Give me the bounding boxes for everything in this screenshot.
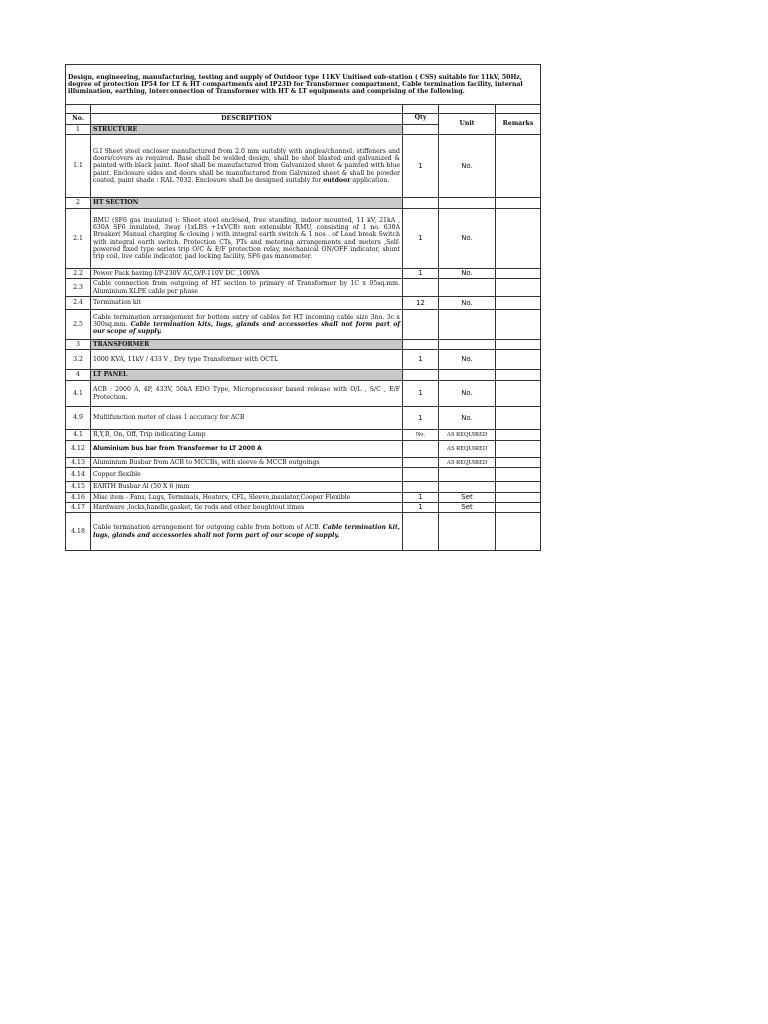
row-unit: No. <box>439 350 496 370</box>
row-description: ACB : 2000 A, 4P, 433V, 50kA EDO Type, Microprocessor based release with O/L , S/C , E/F Protection. <box>91 381 403 407</box>
col-no-header: No. <box>66 114 91 125</box>
row-remarks <box>496 441 541 458</box>
section-ht <box>66 198 541 209</box>
row-remarks <box>496 269 541 279</box>
row-qty: 1 <box>403 135 439 198</box>
row-no: 4.1 <box>66 381 91 407</box>
table-row <box>66 269 541 279</box>
col-qty-header: Qty <box>403 114 439 125</box>
section-transformer <box>66 340 541 350</box>
row-qty: No. <box>403 430 439 441</box>
row-no: 4.12 <box>66 441 91 458</box>
section-no: 3 <box>66 340 91 350</box>
row-remarks <box>496 430 541 441</box>
row-description: RMU (SF6 gas insulated ): Sheet steel enclosed, free standing, indoor mounted, 11 kV, 21kA , 630A SF6 insulated, 3way (1xLBS +1xVCB) non extensible RMU, consisting of 1 no. 630A Breaker( Manual charging & closing ) with integral earth switch & 1 nos . of Load break Switch with integral earth switch. Protection CTs, PTs and metering arrangements and meters ,Self-powered fixed type series trip O/C & E/F protection relay, mechanical ON/OFF indicator, shunt trip coil, live cable indicator, pad locking facility, SF6 gas manometer. <box>91 209 403 269</box>
section-title: LT PANEL <box>91 370 403 381</box>
row-description: Aluminium Busbar from ACB to MCCBs, with sleeve & MCCB outgoings <box>91 458 403 468</box>
scope-title: Design, engineering, manufacturing, testing and supply of Outdoor type 11KV Unitised sub-station ( CSS) suitable for 11kV, 50Hz, degree of protection IP54 for LT & HT compartments and IP23D for Transformer compartment, Cable termination facility, internal illumination, earthing, interconnection of Transformer with HT & LT equipments and comprising of the following. <box>66 65 541 105</box>
row-description: Cable termination arrangement for outgoing cable from bottom of ACB. Cable termination kit, lugs, glands and accessories shall not form part of our scope of supply. <box>91 513 403 551</box>
row-qty: 12 <box>403 297 439 310</box>
row-description: Aluminium bus bar from Transformer to LT 2000 A <box>91 441 403 458</box>
section-title: STRUCTURE <box>91 125 403 135</box>
table-row <box>66 458 541 468</box>
row-qty: 1 <box>403 350 439 370</box>
row-remarks <box>496 297 541 310</box>
row-unit: No. <box>439 269 496 279</box>
table-row <box>66 513 541 551</box>
table-row <box>66 135 541 198</box>
table-row <box>66 297 541 310</box>
row-unit: AS REQUIRED <box>439 458 496 468</box>
col-description-header: DESCRIPTION <box>91 114 403 125</box>
row-remarks <box>496 493 541 503</box>
table-row <box>66 381 541 407</box>
table-row <box>66 407 541 430</box>
row-unit: AS REQUIRED <box>439 430 496 441</box>
row-unit: No. <box>439 381 496 407</box>
row-remarks <box>496 503 541 513</box>
row-no: 4.9 <box>66 407 91 430</box>
row-unit: No. <box>439 407 496 430</box>
row-description: Power Pack having I/P-230V AC,O/P-110V DC ,100VA <box>91 269 403 279</box>
section-title: HT SECTION <box>91 198 403 209</box>
table-row <box>66 279 541 297</box>
row-description: Copper flexible <box>91 468 403 482</box>
row-unit: No. <box>439 135 496 198</box>
section-no: 4 <box>66 370 91 381</box>
row-no: 4.15 <box>66 482 91 493</box>
row-description: Cable termination arrangement for bottom entry of cables for HT incoming cable size 3no. 3c x 300sq.mm. Cable termination kits, lugs, glands and accessories shall not form part of our scope of supply. <box>91 310 403 340</box>
row-no: 2.5 <box>66 310 91 340</box>
row-unit: No. <box>439 297 496 310</box>
row-no: 2.1 <box>66 209 91 269</box>
row-description: Multifunction meter of class 1 accuracy for ACB <box>91 407 403 430</box>
table-row <box>66 209 541 269</box>
row-no: 2.3 <box>66 279 91 297</box>
row-no: 2.2 <box>66 269 91 279</box>
row-no: 3.2 <box>66 350 91 370</box>
table-row <box>66 503 541 513</box>
row-qty: 1 <box>403 269 439 279</box>
row-no: 1.1 <box>66 135 91 198</box>
header-row <box>66 114 541 125</box>
row-qty: 1 <box>403 493 439 503</box>
table-row <box>66 310 541 340</box>
row-description: Hardware ,locks,handle,gasket, tie rods and other boughtout itmes <box>91 503 403 513</box>
row-qty: 1 <box>403 209 439 269</box>
row-qty: 1 <box>403 407 439 430</box>
section-lt-panel <box>66 370 541 381</box>
row-qty: 1 <box>403 381 439 407</box>
row-remarks <box>496 407 541 430</box>
row-remarks <box>496 209 541 269</box>
table-row <box>66 430 541 441</box>
row-remarks <box>496 135 541 198</box>
row-remarks <box>496 350 541 370</box>
row-description: Misc item - Fans, Lugs, Terminals, Heaters, CFL, Sleeve,insulator,Cooper Flexible <box>91 493 403 503</box>
row-no: 4.1 <box>66 430 91 441</box>
col-remarks-header: Remarks <box>496 114 541 135</box>
table-row <box>66 441 541 458</box>
row-description: Termination kit <box>91 297 403 310</box>
table-row <box>66 350 541 370</box>
row-unit: Set <box>439 493 496 503</box>
row-no: 2.4 <box>66 297 91 310</box>
section-no: 2 <box>66 198 91 209</box>
col-unit-header: Unit <box>439 114 496 135</box>
row-no: 4.13 <box>66 458 91 468</box>
table-row <box>66 482 541 493</box>
row-description: 1000 KVA, 11kV / 433 V , Dry type Transformer with OCTL <box>91 350 403 370</box>
table-row <box>66 468 541 482</box>
row-remarks <box>496 458 541 468</box>
row-description: R,Y,B, On, Off, Trip indicating Lamp <box>91 430 403 441</box>
row-description: EARTH Busbar Al (50 X 6 )mm <box>91 482 403 493</box>
row-unit: Set <box>439 503 496 513</box>
table-row <box>66 493 541 503</box>
title-row <box>66 65 541 105</box>
row-no: 4.17 <box>66 503 91 513</box>
row-qty: 1 <box>403 503 439 513</box>
row-description: Cable connection from outgoing of HT section to primary of Transformer by 1C x 95sq.mm. Aluminium XLPE cable per phase <box>91 279 403 297</box>
row-no: 4.18 <box>66 513 91 551</box>
row-remarks <box>496 381 541 407</box>
section-title: TRANSFORMER <box>91 340 403 350</box>
spacer-row <box>66 105 541 114</box>
row-no: 4.14 <box>66 468 91 482</box>
row-unit: No. <box>439 209 496 269</box>
row-no: 4.16 <box>66 493 91 503</box>
boq-table <box>65 64 541 551</box>
row-description: G.I Sheet steel encloser manufactured from 2.0 mm suitably with angles/channel, stiffeners and doors/covers as required. Base shall be welded design, shall be shot blasted and galvanized & painted with black paint. Roof shall be manufactured from Galvanized sheet & painted with blue paint. Enclosure sides and doors shall be manufactured from Galvnized sheet & shall be powder coated, paint shade : RAL 7032. Enclosure shall be designed suitably for outdoor application. <box>91 135 403 198</box>
row-unit: AS REQUIRED <box>439 441 496 458</box>
section-no: 1 <box>66 125 91 135</box>
